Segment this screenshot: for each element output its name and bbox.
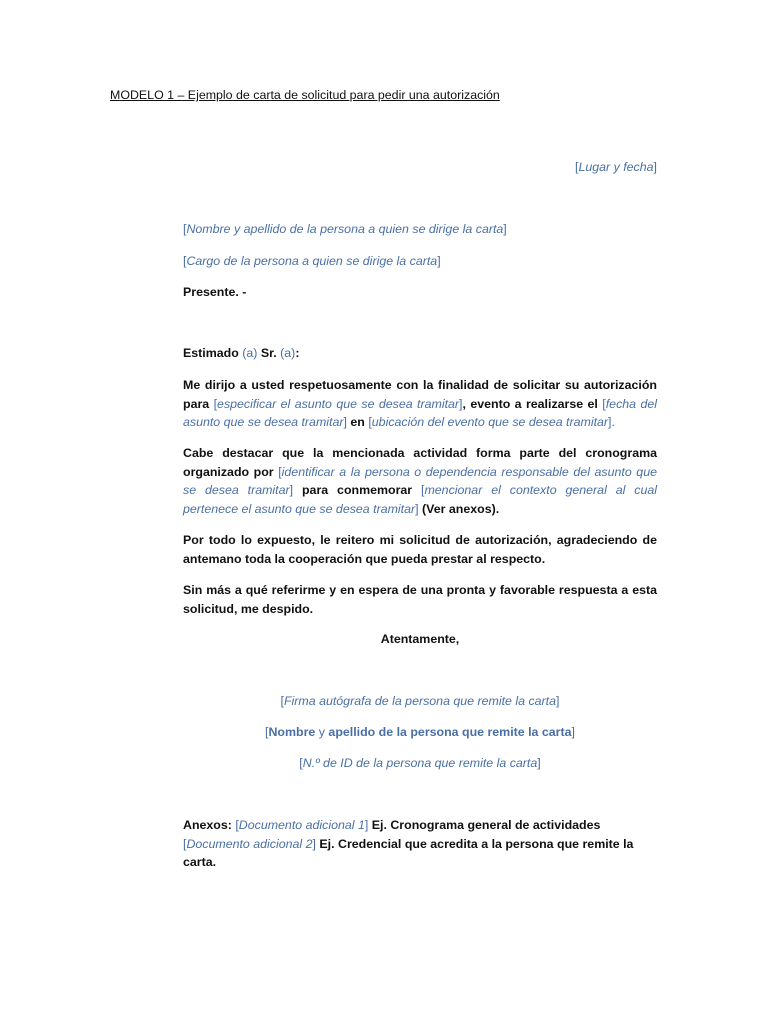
paragraph-2: Cabe destacar que la mencionada actividad forma parte del cronograma organizado por [identificar a la persona o dependencia responsable del asunto que se desea tramitar] para conmemorar [mencionar el contexto general al cual pertenece el asunto que se desea tramitar] (Ver anexos). bbox=[183, 446, 657, 516]
p2-text-2: para conmemorar bbox=[301, 483, 413, 497]
greeting-word-1: Estimado bbox=[183, 346, 239, 360]
recipient-position-text: Cargo de la persona a quien se dirige la carta bbox=[186, 254, 438, 268]
sender-name-part-1: Nombre bbox=[268, 725, 316, 739]
p1-text-3: en bbox=[350, 415, 365, 429]
place-date-placeholder: [Lugar y fecha] bbox=[575, 160, 657, 174]
sender-name-part-2: apellido de la persona que remite la carta bbox=[328, 725, 572, 739]
place-date-text: Lugar y fecha bbox=[578, 160, 654, 174]
p1-text-1: Me dirijo a usted respetuosamente con la finalidad de solicitar su autorización para bbox=[183, 378, 657, 411]
greeting-gender-1: (a) bbox=[242, 346, 258, 360]
paragraph-1: Me dirijo a usted respetuosamente con la finalidad de solicitar su autorización para [especificar el asunto que se desea tramitar], evento a realizarse el [fecha del asunto que se desea tramitar] en [ubicación del evento que se desea tramitar]. bbox=[183, 378, 657, 429]
sender-name-placeholder: [Nombre y apellido de la persona que remite la carta] bbox=[265, 725, 575, 739]
presente-line: Presente. - bbox=[183, 285, 247, 299]
recipient-position-placeholder: [Cargo de la persona a quien se dirige la carta] bbox=[183, 254, 441, 268]
p1-text-2: , evento a realizarse el bbox=[462, 396, 598, 411]
annex-label: Anexos: bbox=[183, 818, 232, 832]
p2-text-1: Cabe destacar que la mencionada actividad forma parte del cronograma organizado por bbox=[183, 446, 657, 479]
signature-placeholder: [Firma autógrafa de la persona que remite la carta] bbox=[280, 694, 560, 708]
greeting-word-2: Sr. bbox=[260, 346, 277, 360]
p1-placeholder-1: especificar el asunto que se desea tramitar bbox=[217, 396, 460, 411]
paragraph-3: Por todo lo expuesto, le reitero mi solicitud de autorización, agradeciendo de antemano toda la cooperación que pueda prestar al respecto. bbox=[183, 533, 657, 566]
sender-id-text: N.º de ID de la persona que remite la carta bbox=[302, 756, 538, 770]
p1-placeholder-3: ubicación del evento que se desea tramitar bbox=[371, 415, 609, 429]
annex-doc-1: Documento adicional 1 bbox=[238, 818, 365, 832]
greeting-colon: : bbox=[295, 346, 300, 360]
closing-line: Atentamente, bbox=[380, 632, 460, 646]
sender-name-connector: y bbox=[318, 725, 325, 739]
p1-placeholder-2: fecha del asunto que se desea tramitar bbox=[183, 396, 657, 429]
document-title: MODELO 1 – Ejemplo de carta de solicitud para pedir una autorización bbox=[110, 88, 500, 102]
annex-doc-2: Documento adicional 2 bbox=[186, 836, 313, 851]
paragraph-4: Sin más a qué referirme y en espera de una pronta y favorable respuesta a esta solicitud, me despido. bbox=[183, 583, 657, 616]
greeting-gender-2: (a) bbox=[280, 346, 296, 360]
annex-item-1: Ej. Cronograma general de actividades bbox=[371, 818, 601, 832]
p2-placeholder-1: identificar a la persona o dependencia responsable del asunto que se desea tramitar bbox=[183, 464, 657, 497]
annex-item-2: Ej. Credencial que acredita a la persona que remite la carta. bbox=[183, 836, 634, 869]
recipient-name-text: Nombre y apellido de la persona a quien se dirige la carta bbox=[186, 222, 504, 236]
signature-text: Firma autógrafa de la persona que remite la carta bbox=[283, 694, 557, 708]
annex-section: Anexos: [Documento adicional 1] Ej. Cronograma general de actividades [Documento adicional 2] Ej. Credencial que acredita a la persona que remite la carta. bbox=[183, 818, 634, 869]
greeting-line bbox=[183, 344, 299, 363]
p2-placeholder-2: mencionar el contexto general al cual pertenece el asunto que se desea tramitar bbox=[183, 483, 657, 516]
p1-text-4: . bbox=[611, 415, 615, 429]
recipient-name-placeholder: [Nombre y apellido de la persona a quien se dirige la carta] bbox=[183, 222, 507, 236]
sender-id-placeholder: [N.º de ID de la persona que remite la carta] bbox=[299, 756, 541, 770]
p2-text-3: (Ver anexos). bbox=[422, 501, 500, 516]
